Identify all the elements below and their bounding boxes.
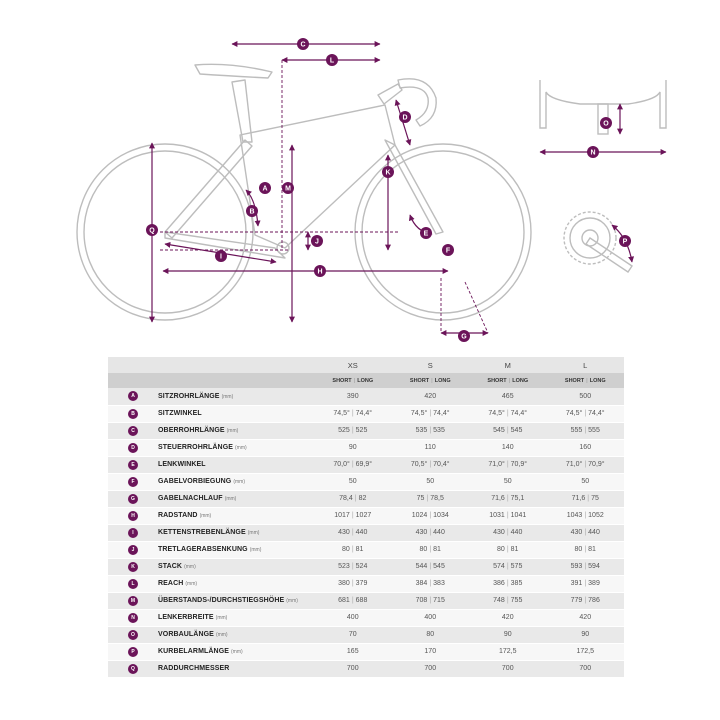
bike-outline bbox=[77, 64, 531, 320]
value-cell bbox=[469, 439, 547, 456]
table-row bbox=[108, 609, 624, 626]
value-long: 74,4° bbox=[588, 410, 605, 417]
svg-text:Q: Q bbox=[149, 227, 155, 235]
table-row bbox=[108, 643, 624, 660]
value-short: 420 bbox=[579, 614, 592, 621]
parameter-name: REACH bbox=[158, 580, 184, 587]
value-long: 555 bbox=[588, 427, 600, 434]
value-cell: 80 | 81 bbox=[547, 541, 625, 558]
value-short: 430 bbox=[570, 529, 583, 536]
value-cell: 386 | 385 bbox=[469, 575, 547, 592]
value-cell: 574 | 575 bbox=[469, 558, 547, 575]
value-cell bbox=[314, 388, 392, 405]
value-cell bbox=[469, 643, 547, 660]
value-short: 700 bbox=[579, 665, 592, 672]
value-cell: 430 | 440 bbox=[314, 524, 392, 541]
value-cell: 380 | 379 bbox=[314, 575, 392, 592]
svg-text:P: P bbox=[622, 238, 628, 246]
parameter-name: VORBAULÄNGE bbox=[158, 631, 214, 638]
parameter-letter-badge: I bbox=[128, 528, 138, 538]
value-cell: 74,5° | 74,4° bbox=[469, 405, 547, 422]
parameter-unit: (mm) bbox=[286, 598, 298, 604]
value-long: 575 bbox=[510, 563, 523, 570]
value-long: 81 bbox=[588, 546, 596, 553]
value-long: 594 bbox=[588, 563, 600, 570]
value-short: 75 bbox=[416, 495, 425, 502]
marker-o bbox=[600, 117, 612, 129]
marker-e bbox=[420, 227, 432, 239]
parameter-letter-badge: D bbox=[128, 443, 138, 453]
value-cell: 430 | 440 bbox=[392, 524, 470, 541]
marker-a bbox=[259, 182, 271, 194]
value-long: 74,4° bbox=[433, 410, 450, 417]
svg-text:O: O bbox=[603, 120, 609, 128]
value-long: 70,9° bbox=[510, 461, 528, 468]
value-cell: 71,0° | 70,9° bbox=[469, 456, 547, 473]
value-cell: 70,5° | 70,4° bbox=[392, 456, 470, 473]
value-cell bbox=[392, 388, 470, 405]
table-row bbox=[108, 388, 624, 405]
value-short: 700 bbox=[501, 665, 514, 672]
parameter-name: RADDURCHMESSER bbox=[158, 665, 230, 672]
parameter-name: ÜBERSTANDS-/DURCHSTIEGSHÖHE bbox=[158, 597, 285, 604]
value-cell bbox=[392, 439, 470, 456]
value-cell: 593 | 594 bbox=[547, 558, 625, 575]
parameter-unit: (mm) bbox=[215, 632, 228, 638]
value-short: 535 bbox=[415, 427, 428, 434]
value-short: 1024 bbox=[411, 512, 428, 519]
value-long: 70,9° bbox=[588, 461, 605, 468]
value-short: 70,0° bbox=[333, 461, 350, 468]
svg-text:B: B bbox=[249, 208, 255, 216]
parameter-name: KURBELARMLÄNGE bbox=[158, 648, 230, 655]
value-short: 430 bbox=[493, 529, 505, 536]
value-short: 400 bbox=[346, 614, 359, 621]
value-cell: 74,5° | 74,4° bbox=[314, 405, 392, 422]
value-cell bbox=[314, 473, 392, 490]
svg-text:E: E bbox=[423, 230, 429, 238]
value-short: 700 bbox=[346, 665, 359, 672]
value-short: 700 bbox=[424, 665, 437, 672]
parameter-letter-badge: L bbox=[128, 579, 138, 589]
marker-i bbox=[215, 250, 227, 262]
value-long: 545 bbox=[433, 563, 445, 570]
value-short: 523 bbox=[338, 563, 350, 570]
parameter-letter-badge: N bbox=[128, 613, 138, 623]
value-long: 74,4° bbox=[510, 410, 528, 417]
value-short: 71,0° bbox=[488, 461, 505, 468]
parameter-name: SITZWINKEL bbox=[158, 410, 202, 417]
value-short: 70 bbox=[348, 631, 357, 638]
value-cell: 544 | 545 bbox=[392, 558, 470, 575]
value-short: 50 bbox=[348, 478, 357, 485]
value-short: 80 bbox=[574, 546, 583, 553]
marker-q bbox=[146, 224, 158, 236]
value-short: 779 bbox=[570, 597, 583, 604]
parameter-unit: (mm) bbox=[226, 428, 239, 434]
value-cell bbox=[547, 643, 625, 660]
variant-header: SHORT | LONG bbox=[547, 373, 625, 388]
svg-text:L: L bbox=[329, 57, 335, 65]
value-short: 430 bbox=[415, 529, 428, 536]
table-row bbox=[108, 439, 624, 456]
parameter-name: RADSTAND bbox=[158, 512, 198, 519]
value-cell: 1031 | 1041 bbox=[469, 507, 547, 524]
value-long: 440 bbox=[510, 529, 523, 536]
value-long: 81 bbox=[510, 546, 519, 553]
value-long: 1052 bbox=[588, 512, 604, 519]
value-cell bbox=[314, 609, 392, 626]
value-cell bbox=[469, 473, 547, 490]
svg-text:J: J bbox=[315, 238, 319, 246]
value-short: 500 bbox=[579, 392, 592, 400]
variant-header: SHORT | LONG bbox=[469, 373, 547, 388]
value-short: 1017 bbox=[334, 512, 350, 519]
value-long: 525 bbox=[355, 427, 368, 434]
marker-d bbox=[399, 111, 411, 123]
fork bbox=[385, 140, 443, 234]
value-long: 535 bbox=[433, 427, 445, 434]
value-short: 74,5° bbox=[488, 410, 505, 417]
value-short: 80 bbox=[342, 546, 350, 553]
value-cell bbox=[547, 609, 625, 626]
value-long: 440 bbox=[588, 529, 600, 536]
svg-text:F: F bbox=[445, 247, 451, 255]
table-row bbox=[108, 524, 624, 541]
marker-f bbox=[442, 244, 454, 256]
value-cell: 71,6 | 75 bbox=[547, 490, 625, 507]
value-cell: 555 | 555 bbox=[547, 422, 625, 439]
value-short: 380 bbox=[338, 580, 350, 587]
parameter-unit: (mm) bbox=[231, 649, 243, 655]
value-cell: 71,0° | 70,9° bbox=[547, 456, 625, 473]
parameter-unit: (mm) bbox=[199, 513, 212, 519]
value-cell bbox=[547, 439, 625, 456]
value-cell: 523 | 524 bbox=[314, 558, 392, 575]
value-cell: 75 | 78,5 bbox=[392, 490, 470, 507]
value-cell: 78,4 | 82 bbox=[314, 490, 392, 507]
value-cell: 545 | 545 bbox=[469, 422, 547, 439]
parameter-letter-badge: H bbox=[128, 511, 138, 521]
value-short: 420 bbox=[501, 614, 514, 621]
value-cell: 430 | 440 bbox=[469, 524, 547, 541]
value-long: 82 bbox=[358, 495, 367, 502]
value-long: 379 bbox=[355, 580, 368, 587]
marker-g bbox=[458, 330, 470, 342]
value-cell: 681 | 688 bbox=[314, 592, 392, 609]
value-short: 50 bbox=[581, 478, 590, 485]
value-long: 715 bbox=[433, 597, 445, 604]
value-short: 391 bbox=[570, 580, 583, 587]
size-m-header: M bbox=[469, 357, 547, 373]
value-short: 80 bbox=[497, 546, 505, 553]
value-cell bbox=[314, 439, 392, 456]
svg-text:C: C bbox=[300, 41, 306, 49]
value-cell: 391 | 389 bbox=[547, 575, 625, 592]
marker-k bbox=[382, 166, 394, 178]
value-long: 786 bbox=[588, 597, 600, 604]
parameter-letter-badge: M bbox=[128, 596, 138, 606]
value-cell: 535 | 535 bbox=[392, 422, 470, 439]
value-short: 708 bbox=[415, 597, 428, 604]
value-cell bbox=[314, 643, 392, 660]
table-row bbox=[108, 575, 624, 592]
value-short: 544 bbox=[415, 563, 428, 570]
value-short: 400 bbox=[424, 614, 437, 621]
value-short: 555 bbox=[570, 427, 583, 434]
value-short: 74,5° bbox=[410, 410, 428, 417]
value-short: 90 bbox=[581, 631, 590, 638]
value-cell: 430 | 440 bbox=[547, 524, 625, 541]
value-short: 574 bbox=[493, 563, 505, 570]
value-short: 71,6 bbox=[491, 495, 505, 502]
value-long: 440 bbox=[355, 529, 368, 536]
value-short: 165 bbox=[346, 648, 359, 655]
parameter-unit: (mm) bbox=[224, 496, 237, 502]
variant-header: SHORT | LONG bbox=[392, 373, 470, 388]
parameter-letter-badge: O bbox=[128, 630, 138, 640]
value-long: 1034 bbox=[433, 512, 449, 519]
value-cell bbox=[314, 626, 392, 643]
value-cell bbox=[314, 660, 392, 677]
value-long: 383 bbox=[433, 580, 445, 587]
value-short: 172,5 bbox=[498, 648, 517, 655]
parameter-unit: (mm) bbox=[185, 581, 198, 587]
parameter-letter-badge: B bbox=[128, 409, 138, 419]
value-short: 681 bbox=[338, 597, 350, 604]
value-cell: 779 | 786 bbox=[547, 592, 625, 609]
value-short: 50 bbox=[426, 478, 435, 485]
value-long: 545 bbox=[510, 427, 523, 434]
svg-text:I: I bbox=[220, 253, 222, 261]
parameter-name: LENKERBREITE bbox=[158, 614, 214, 621]
value-cell: 74,5° | 74,4° bbox=[547, 405, 625, 422]
parameter-name: OBERROHRLÄNGE bbox=[158, 427, 225, 434]
value-cell: 80 | 81 bbox=[314, 541, 392, 558]
marker-l bbox=[326, 54, 338, 66]
value-short: 593 bbox=[570, 563, 583, 570]
value-long: 385 bbox=[510, 580, 523, 587]
marker-n bbox=[587, 146, 599, 158]
value-short: 420 bbox=[424, 392, 437, 400]
frame-main bbox=[240, 105, 395, 248]
parameter-name: KETTENSTREBENLÄNGE bbox=[158, 529, 246, 536]
parameter-name: GABELNACHLAUF bbox=[158, 495, 223, 502]
value-short: 1031 bbox=[489, 512, 505, 519]
value-short: 170 bbox=[424, 648, 437, 655]
table-row bbox=[108, 558, 624, 575]
parameter-letter-badge: A bbox=[128, 391, 138, 401]
dimension-guides bbox=[160, 57, 488, 333]
parameter-letter-badge: Q bbox=[128, 664, 138, 674]
value-short: 74,5° bbox=[565, 410, 583, 417]
value-long: 755 bbox=[510, 597, 523, 604]
parameter-letter-badge: F bbox=[128, 477, 138, 487]
value-short: 386 bbox=[493, 580, 505, 587]
value-cell: 71,6 | 75,1 bbox=[469, 490, 547, 507]
value-long: 440 bbox=[433, 529, 445, 536]
parameter-letter-badge: K bbox=[128, 562, 138, 572]
table-row bbox=[108, 626, 624, 643]
bottom-bracket bbox=[277, 242, 289, 254]
svg-text:M: M bbox=[285, 185, 291, 193]
stem bbox=[378, 84, 402, 104]
value-long: 1027 bbox=[355, 512, 372, 519]
value-short: 71,6 bbox=[571, 495, 586, 502]
value-long: 524 bbox=[355, 563, 368, 570]
variant-header: SHORT | LONG bbox=[314, 373, 392, 388]
value-cell: 384 | 383 bbox=[392, 575, 470, 592]
value-long: 69,9° bbox=[355, 461, 373, 468]
value-cell bbox=[469, 660, 547, 677]
value-short: 545 bbox=[493, 427, 505, 434]
value-cell bbox=[547, 473, 625, 490]
value-cell bbox=[392, 643, 470, 660]
size-header-row bbox=[108, 357, 624, 373]
value-cell: 1017 | 1027 bbox=[314, 507, 392, 524]
svg-text:A: A bbox=[262, 185, 268, 193]
value-short: 78,4 bbox=[339, 495, 353, 502]
value-cell bbox=[469, 609, 547, 626]
parameter-name: SITZROHRLÄNGE bbox=[158, 392, 220, 400]
value-cell bbox=[547, 626, 625, 643]
value-cell bbox=[392, 660, 470, 677]
parameter-letter-badge: C bbox=[128, 426, 138, 436]
size-l-header: L bbox=[547, 357, 625, 373]
value-short: 140 bbox=[501, 444, 514, 451]
table-row bbox=[108, 507, 624, 524]
svg-text:N: N bbox=[590, 149, 596, 157]
parameter-unit: (mm) bbox=[184, 564, 196, 570]
marker-c bbox=[297, 38, 309, 50]
value-short: 465 bbox=[501, 392, 514, 400]
value-cell: 525 | 525 bbox=[314, 422, 392, 439]
value-cell bbox=[469, 388, 547, 405]
marker-p bbox=[619, 235, 631, 247]
value-cell: 1024 | 1034 bbox=[392, 507, 470, 524]
svg-text:G: G bbox=[461, 333, 467, 341]
variant-header-row bbox=[108, 373, 624, 388]
parameter-unit: (mm) bbox=[233, 479, 245, 485]
value-cell bbox=[392, 609, 470, 626]
value-short: 390 bbox=[346, 392, 359, 400]
table-row bbox=[108, 456, 624, 473]
svg-text:K: K bbox=[385, 169, 391, 177]
size-s-header: S bbox=[392, 357, 470, 373]
size-xs-header: XS bbox=[314, 357, 392, 373]
marker-h bbox=[314, 265, 326, 277]
marker-m bbox=[282, 182, 294, 194]
parameter-letter-badge: J bbox=[128, 545, 138, 555]
value-short: 80 bbox=[419, 546, 428, 553]
bike-geometry-diagram bbox=[0, 0, 720, 350]
value-short: 80 bbox=[426, 631, 435, 638]
value-short: 172,5 bbox=[576, 648, 595, 655]
table-row bbox=[108, 473, 624, 490]
svg-text:H: H bbox=[317, 268, 323, 276]
parameter-unit: (mm) bbox=[215, 615, 228, 621]
value-cell: 80 | 81 bbox=[469, 541, 547, 558]
value-short: 748 bbox=[493, 597, 505, 604]
value-short: 90 bbox=[348, 444, 357, 451]
value-short: 70,5° bbox=[410, 461, 428, 468]
value-cell: 748 | 755 bbox=[469, 592, 547, 609]
table-row bbox=[108, 541, 624, 558]
svg-text:D: D bbox=[402, 114, 408, 122]
table-row bbox=[108, 422, 624, 439]
parameter-letter-badge: G bbox=[128, 494, 138, 504]
parameter-unit: (mm) bbox=[221, 393, 234, 400]
value-short: 71,0° bbox=[565, 461, 583, 468]
marker-b bbox=[246, 205, 258, 217]
value-long: 75 bbox=[591, 495, 599, 502]
table-row bbox=[108, 660, 624, 677]
value-long: 74,4° bbox=[355, 410, 373, 417]
value-short: 90 bbox=[503, 631, 512, 638]
value-short: 110 bbox=[424, 444, 436, 451]
parameter-name: GABELVORBIEGUNG bbox=[158, 478, 232, 485]
table-row bbox=[108, 405, 624, 422]
value-cell: 80 | 81 bbox=[392, 541, 470, 558]
value-short: 74,5° bbox=[333, 410, 350, 417]
value-cell bbox=[547, 660, 625, 677]
parameter-name: STACK bbox=[158, 563, 183, 570]
value-cell: 74,5° | 74,4° bbox=[392, 405, 470, 422]
value-long: 70,4° bbox=[433, 461, 450, 468]
value-short: 525 bbox=[338, 427, 350, 434]
value-cell bbox=[547, 388, 625, 405]
value-cell bbox=[392, 473, 470, 490]
parameter-letter-badge: P bbox=[128, 647, 138, 657]
value-short: 50 bbox=[503, 478, 512, 485]
marker-j bbox=[311, 235, 323, 247]
value-short: 1043 bbox=[566, 512, 583, 519]
value-short: 384 bbox=[415, 580, 428, 587]
value-short: 430 bbox=[338, 529, 350, 536]
table-row bbox=[108, 490, 624, 507]
value-cell: 708 | 715 bbox=[392, 592, 470, 609]
value-long: 78,5 bbox=[430, 495, 444, 502]
value-long: 81 bbox=[355, 546, 364, 553]
table-row bbox=[108, 592, 624, 609]
parameter-unit: (mm) bbox=[235, 445, 247, 451]
geometry-table bbox=[108, 357, 624, 678]
parameter-name: LENKWINKEL bbox=[158, 461, 206, 468]
value-cell bbox=[469, 626, 547, 643]
value-long: 389 bbox=[588, 580, 600, 587]
value-long: 81 bbox=[433, 546, 441, 553]
value-long: 75,1 bbox=[510, 495, 525, 502]
parameter-letter-badge: E bbox=[128, 460, 138, 470]
value-cell bbox=[392, 626, 470, 643]
value-long: 688 bbox=[355, 597, 368, 604]
parameter-name: STEUERROHRLÄNGE bbox=[158, 444, 234, 451]
value-cell: 1043 | 1052 bbox=[547, 507, 625, 524]
value-long: 1041 bbox=[510, 512, 527, 519]
parameter-unit: (mm) bbox=[249, 547, 262, 553]
value-short: 160 bbox=[579, 444, 592, 451]
saddle bbox=[195, 64, 272, 78]
parameter-unit: (mm) bbox=[247, 530, 260, 536]
parameter-name: TRETLAGERABSENKUNG bbox=[158, 546, 248, 553]
value-cell: 70,0° | 69,9° bbox=[314, 456, 392, 473]
